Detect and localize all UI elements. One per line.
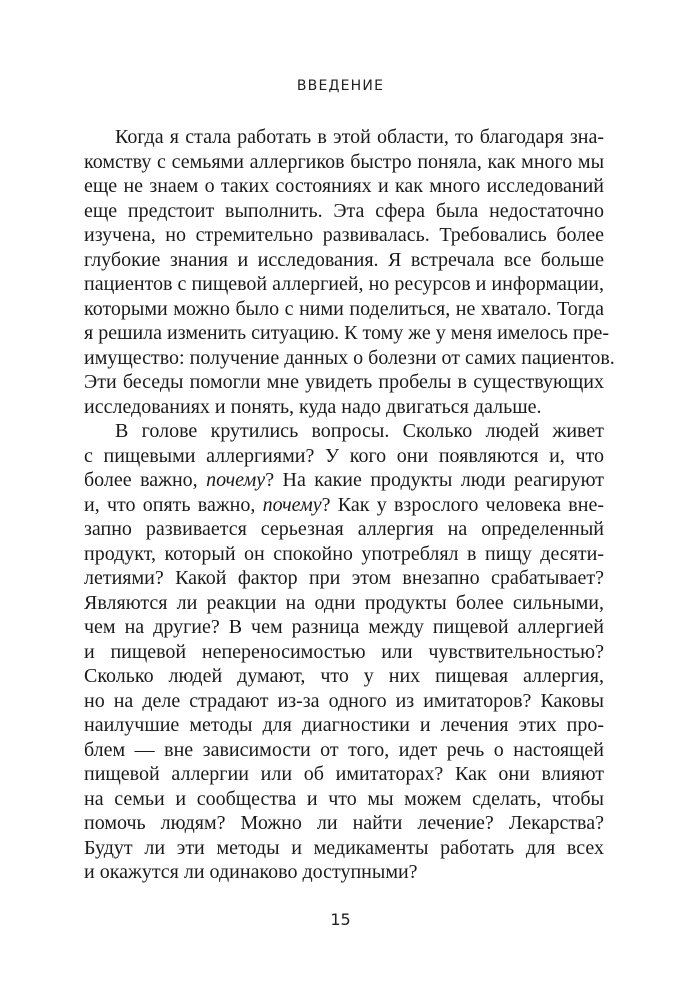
- text-line: еще предстоит выполнить. Эта сфера была недостаточно: [84, 199, 604, 222]
- text-line: которыми можно было с ними поделиться, не хватало. Тогда: [84, 297, 604, 320]
- page-number: 15: [330, 910, 351, 929]
- text-line: наилучшие методы для диагностики и лечения этих про-: [84, 714, 604, 736]
- text-line: изучена, но стремительно развивалась. Требовались более: [84, 224, 604, 246]
- emphasized-word: почему: [262, 493, 322, 516]
- text-line: с пищевыми аллергиями? У кого они появляются и, что: [84, 444, 604, 467]
- text-line: Сколько людей думают, что у них пищевая аллергия,: [84, 665, 604, 687]
- text-line: блем — вне зависимости от того, идет речь о настоящей: [84, 738, 604, 761]
- text-line: летиями? Какой фактор при этом внезапно срабатывает?: [84, 567, 604, 589]
- text-line: исследованиях и понять, куда надо двигаться дальше.: [84, 395, 542, 418]
- text-line: глубокие знания и исследования. Я встречала все больше: [84, 248, 604, 271]
- text-run: ? На какие продукты люди реагируют: [265, 469, 605, 491]
- text-line: чем на другие? В чем разница между пищевой аллергией: [84, 616, 604, 638]
- text-line-with-emphasis: [84, 468, 604, 493]
- text-line: Когда я стала работать в этой области, то благодаря зна-: [115, 126, 604, 148]
- text-line: я решила изменить ситуацию. К тому же у меня имелось пре-: [84, 322, 610, 344]
- text-line: Эти беседы помогли мне увидеть пробелы в существующих: [84, 371, 604, 393]
- text-line: продукт, который он спокойно употреблял в пищу десяти-: [84, 542, 604, 565]
- text-line: запно развивается серьезная аллергия на определенный: [84, 518, 604, 540]
- text-line: еще не знаем о таких состояниях и как много исследований: [84, 175, 604, 197]
- body-text: [84, 125, 615, 885]
- paragraph-1: [84, 125, 615, 419]
- text-line: имущество: получение данных о болезни от самих пациентов.: [84, 346, 615, 369]
- text-line: пищевой аллергии или об имитаторах? Как они влияют: [84, 763, 604, 785]
- text-line: помочь людям? Можно ли найти лечение? Лекарства?: [84, 812, 604, 834]
- text-line-with-emphasis: [84, 493, 604, 518]
- emphasized-word: почему: [206, 469, 266, 491]
- text-line: Являются ли реакции на одни продукты более сильными,: [84, 591, 604, 614]
- text-run: ? Как у взрослого человека вне-: [321, 493, 604, 516]
- text-line: на семьи и сообщества и что мы можем сделать, чтобы: [84, 787, 604, 810]
- text-run: более важно,: [84, 469, 207, 491]
- text-line: В голове крутились вопросы. Сколько людей живет: [115, 420, 604, 442]
- text-line: но на деле страдают из-за одного из имитаторов? Каковы: [84, 689, 604, 712]
- text-run: и, что опять важно,: [84, 493, 263, 516]
- text-line: и пищевой непереносимостью или чувствительностью?: [84, 640, 604, 663]
- text-line: комству с семьями аллергиков быстро поняла, как много мы: [84, 150, 604, 173]
- text-line: пациентов с пищевой аллергией, но ресурсов и информации,: [84, 273, 604, 295]
- paragraph-2: [84, 419, 604, 885]
- running-head: ВВЕДЕНИЕ: [296, 78, 385, 94]
- text-line: и окажутся ли одинаково доступными?: [84, 861, 418, 883]
- text-line: Будут ли эти методы и медикаменты работать для всех: [84, 836, 604, 859]
